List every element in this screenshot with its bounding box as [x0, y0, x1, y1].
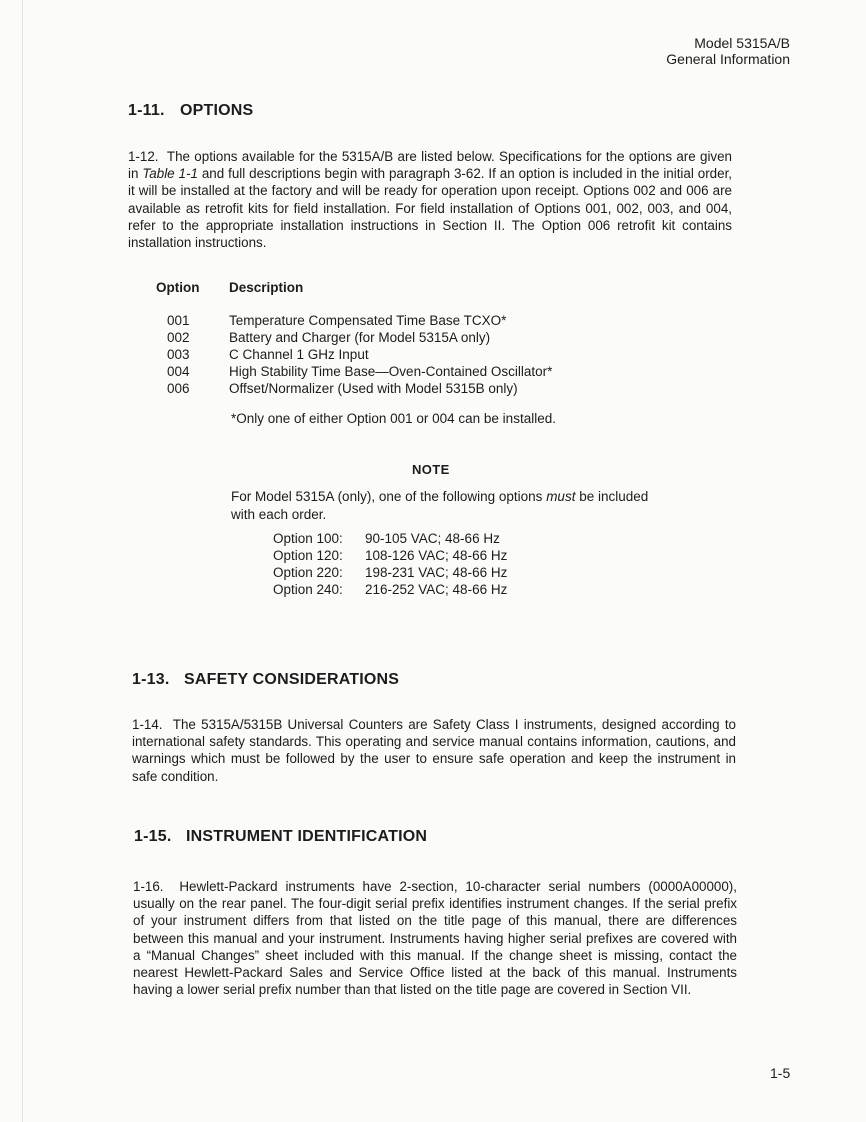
voltage-option-value: 198-231 VAC; 48-66 Hz — [365, 565, 508, 580]
paragraph-text: and full descriptions begin with paragraph 3-62. If an option is included in the initial order, it will be installed at the factory and will be ready for operation upon receipt. Options 002 and 006 are available as retrofit kits for field installation. For field installation of Options 001, 002, 003, and 004, refer to the appropriate installation instructions in Section II. The Option 006 retrofit kit contains installation instructions. — [128, 166, 733, 251]
section-number: 1-15. — [134, 828, 172, 845]
paragraph-text: The options available for the 5315A/B are listed below. Specifications for the options are given in — [128, 149, 733, 182]
option-code: 001 — [167, 313, 190, 328]
paragraph-number: 1-14. — [132, 717, 163, 732]
voltage-option-value: 90-105 VAC; 48-66 Hz — [365, 531, 500, 546]
note-emphasis: must — [546, 489, 576, 504]
option-description: Offset/Normalizer (Used with Model 5315B only) — [229, 381, 518, 396]
voltage-option-value: 108-126 VAC; 48-66 Hz — [365, 548, 508, 563]
page-binding-edge — [22, 0, 23, 1122]
voltage-option-label: Option 220: — [273, 565, 343, 580]
option-description: High Stability Time Base—Oven-Contained Oscillator* — [229, 364, 553, 379]
option-code: 003 — [167, 347, 190, 362]
voltage-option — [273, 547, 507, 564]
section-heading-instrument-identification — [134, 828, 427, 846]
page-number: 1-5 — [770, 1065, 791, 1081]
voltage-option-value: 216-252 VAC; 48-66 Hz — [365, 582, 508, 597]
voltage-option-label: Option 100: — [273, 531, 343, 546]
section-title: INSTRUMENT IDENTIFICATION — [186, 828, 428, 845]
voltage-option — [273, 581, 507, 598]
option-description: Battery and Charger (for Model 5315A only) — [229, 330, 491, 345]
section-heading-options — [128, 102, 253, 120]
paragraph-number: 1-12. — [128, 149, 159, 164]
note-title: NOTE — [412, 462, 450, 477]
option-description: C Channel 1 GHz Input — [229, 347, 369, 362]
table-header-option: Option — [156, 280, 200, 295]
section-title: OPTIONS — [180, 102, 254, 119]
note-text — [231, 488, 651, 523]
note-text-part: For Model 5315A (only), one of the following options — [231, 489, 547, 504]
option-description: Temperature Compensated Time Base TCXO* — [229, 313, 507, 328]
voltage-option — [273, 564, 507, 581]
table-footnote: *Only one of either Option 001 or 004 can be installed. — [231, 411, 556, 426]
option-code: 002 — [167, 330, 190, 345]
voltage-option-label: Option 240: — [273, 582, 343, 597]
note-text-part: be included with each order. — [231, 489, 649, 522]
header-model: Model 5315A/B — [694, 35, 790, 51]
header-section-title: General Information — [666, 51, 790, 67]
option-code: 004 — [167, 364, 190, 379]
section-number: 1-13. — [132, 671, 170, 688]
paragraph-1-14 — [132, 716, 736, 785]
paragraph-number: 1-16. — [133, 879, 164, 894]
table-reference: Table 1-1 — [142, 166, 198, 182]
voltage-option-label: Option 120: — [273, 548, 343, 563]
paragraph-1-12 — [128, 148, 732, 251]
option-code: 006 — [167, 381, 190, 396]
voltage-option — [273, 530, 500, 547]
section-title: SAFETY CONSIDERATIONS — [184, 671, 400, 688]
paragraph-text: The 5315A/5315B Universal Counters are Safety Class I instruments, designed according to international safety standards. This operating and service manual contains information, cautions, and warnings which must be followed by the user to ensure safe operation and keep the instrument in safe condition. — [132, 717, 736, 784]
paragraph-text: Hewlett-Packard instruments have 2-section, 10-character serial numbers (0000A00000), usually on the rear panel. The four-digit serial prefix identifies instrument changes. If the serial prefix of your instrument differs from that listed on the title page of this manual, there are differences between this manual and your instrument. Instruments having higher serial prefixes are covered with a “Manual Changes” sheet included with this manual. If the change sheet is missing, contact the nearest Hewlett-Packard Sales and Service Office listed at the back of this manual. Instruments having a lower serial prefix number than that listed on the title page are covered in Section VII. — [133, 879, 737, 998]
table-header-description: Description — [229, 280, 304, 295]
paragraph-1-16 — [133, 878, 737, 998]
section-heading-safety — [132, 671, 399, 689]
section-number: 1-11. — [128, 102, 165, 119]
